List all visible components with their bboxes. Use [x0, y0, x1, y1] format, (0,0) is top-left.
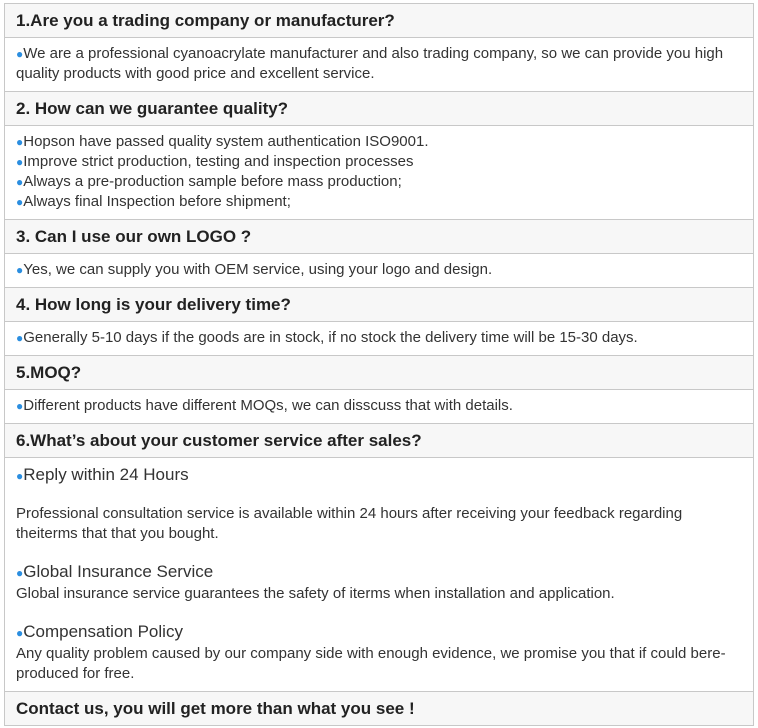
question-text: 5.MOQ?	[16, 362, 82, 382]
bullet-icon: ●	[16, 399, 24, 413]
faq-question	[5, 424, 754, 458]
service-title: Compensation Policy	[23, 622, 183, 641]
bullet-icon: ●	[16, 566, 24, 580]
answer-text: Always a pre-production sample before mass production;	[23, 173, 402, 190]
contact-text: Contact us, you will get more than what you see !	[16, 698, 415, 718]
bullet-icon: ●	[16, 263, 24, 277]
faq-answer	[5, 126, 754, 220]
bullet-icon: ●	[16, 469, 24, 483]
faq-answer	[5, 38, 754, 92]
question-text: 2. How can we guarantee quality?	[16, 98, 289, 118]
service-text: Global insurance service guarantees the safety of iterms when installation and application.	[16, 585, 615, 602]
service-text: Any quality problem caused by our company side with enough evidence, we promise you that if could bere-produced for free.	[16, 645, 726, 682]
faq-question	[5, 356, 754, 390]
bullet-icon: ●	[16, 626, 24, 640]
bullet-icon: ●	[16, 331, 24, 345]
answer-text: We are a professional cyanoacrylate manufacturer and also trading company, so we can provide you high quality products with good price and excellent service.	[16, 45, 724, 82]
service-text: Professional consultation service is available within 24 hours after receiving your feedback regarding theiterms that that you bought.	[16, 505, 683, 542]
question-text: 1.Are you a trading company or manufacturer?	[16, 10, 395, 30]
faq-answer	[5, 390, 754, 424]
bullet-icon: ●	[16, 135, 24, 149]
service-title: Reply within 24 Hours	[23, 465, 189, 484]
service-title: Global Insurance Service	[23, 562, 214, 581]
answer-text: Different products have different MOQs, we can disscuss that with details.	[23, 397, 513, 414]
answer-text: Hopson have passed quality system authentication ISO9001.	[23, 133, 429, 150]
question-text: 6.What’s about your customer service after sales?	[16, 430, 422, 450]
question-text: 3. Can I use our own LOGO ?	[16, 226, 252, 246]
bullet-icon: ●	[16, 155, 24, 169]
answer-text: Improve strict production, testing and inspection processes	[23, 153, 414, 170]
answer-text: Always final Inspection before shipment;	[23, 193, 291, 210]
contact-row	[5, 692, 754, 726]
faq-question	[5, 92, 754, 126]
faq-answer	[5, 322, 754, 356]
faq-answer	[5, 254, 754, 288]
bullet-icon: ●	[16, 47, 24, 61]
faq-question	[5, 220, 754, 254]
answer-text: Generally 5-10 days if the goods are in stock, if no stock the delivery time will be 15-30 days.	[23, 329, 638, 346]
question-text: 4. How long is your delivery time?	[16, 294, 291, 314]
faq-question	[5, 4, 754, 38]
bullet-icon: ●	[16, 175, 24, 189]
bullet-icon: ●	[16, 195, 24, 209]
faq-table	[4, 3, 754, 726]
faq-question	[5, 288, 754, 322]
faq-answer	[5, 458, 754, 692]
answer-text: Yes, we can supply you with OEM service, using your logo and design.	[23, 261, 493, 278]
